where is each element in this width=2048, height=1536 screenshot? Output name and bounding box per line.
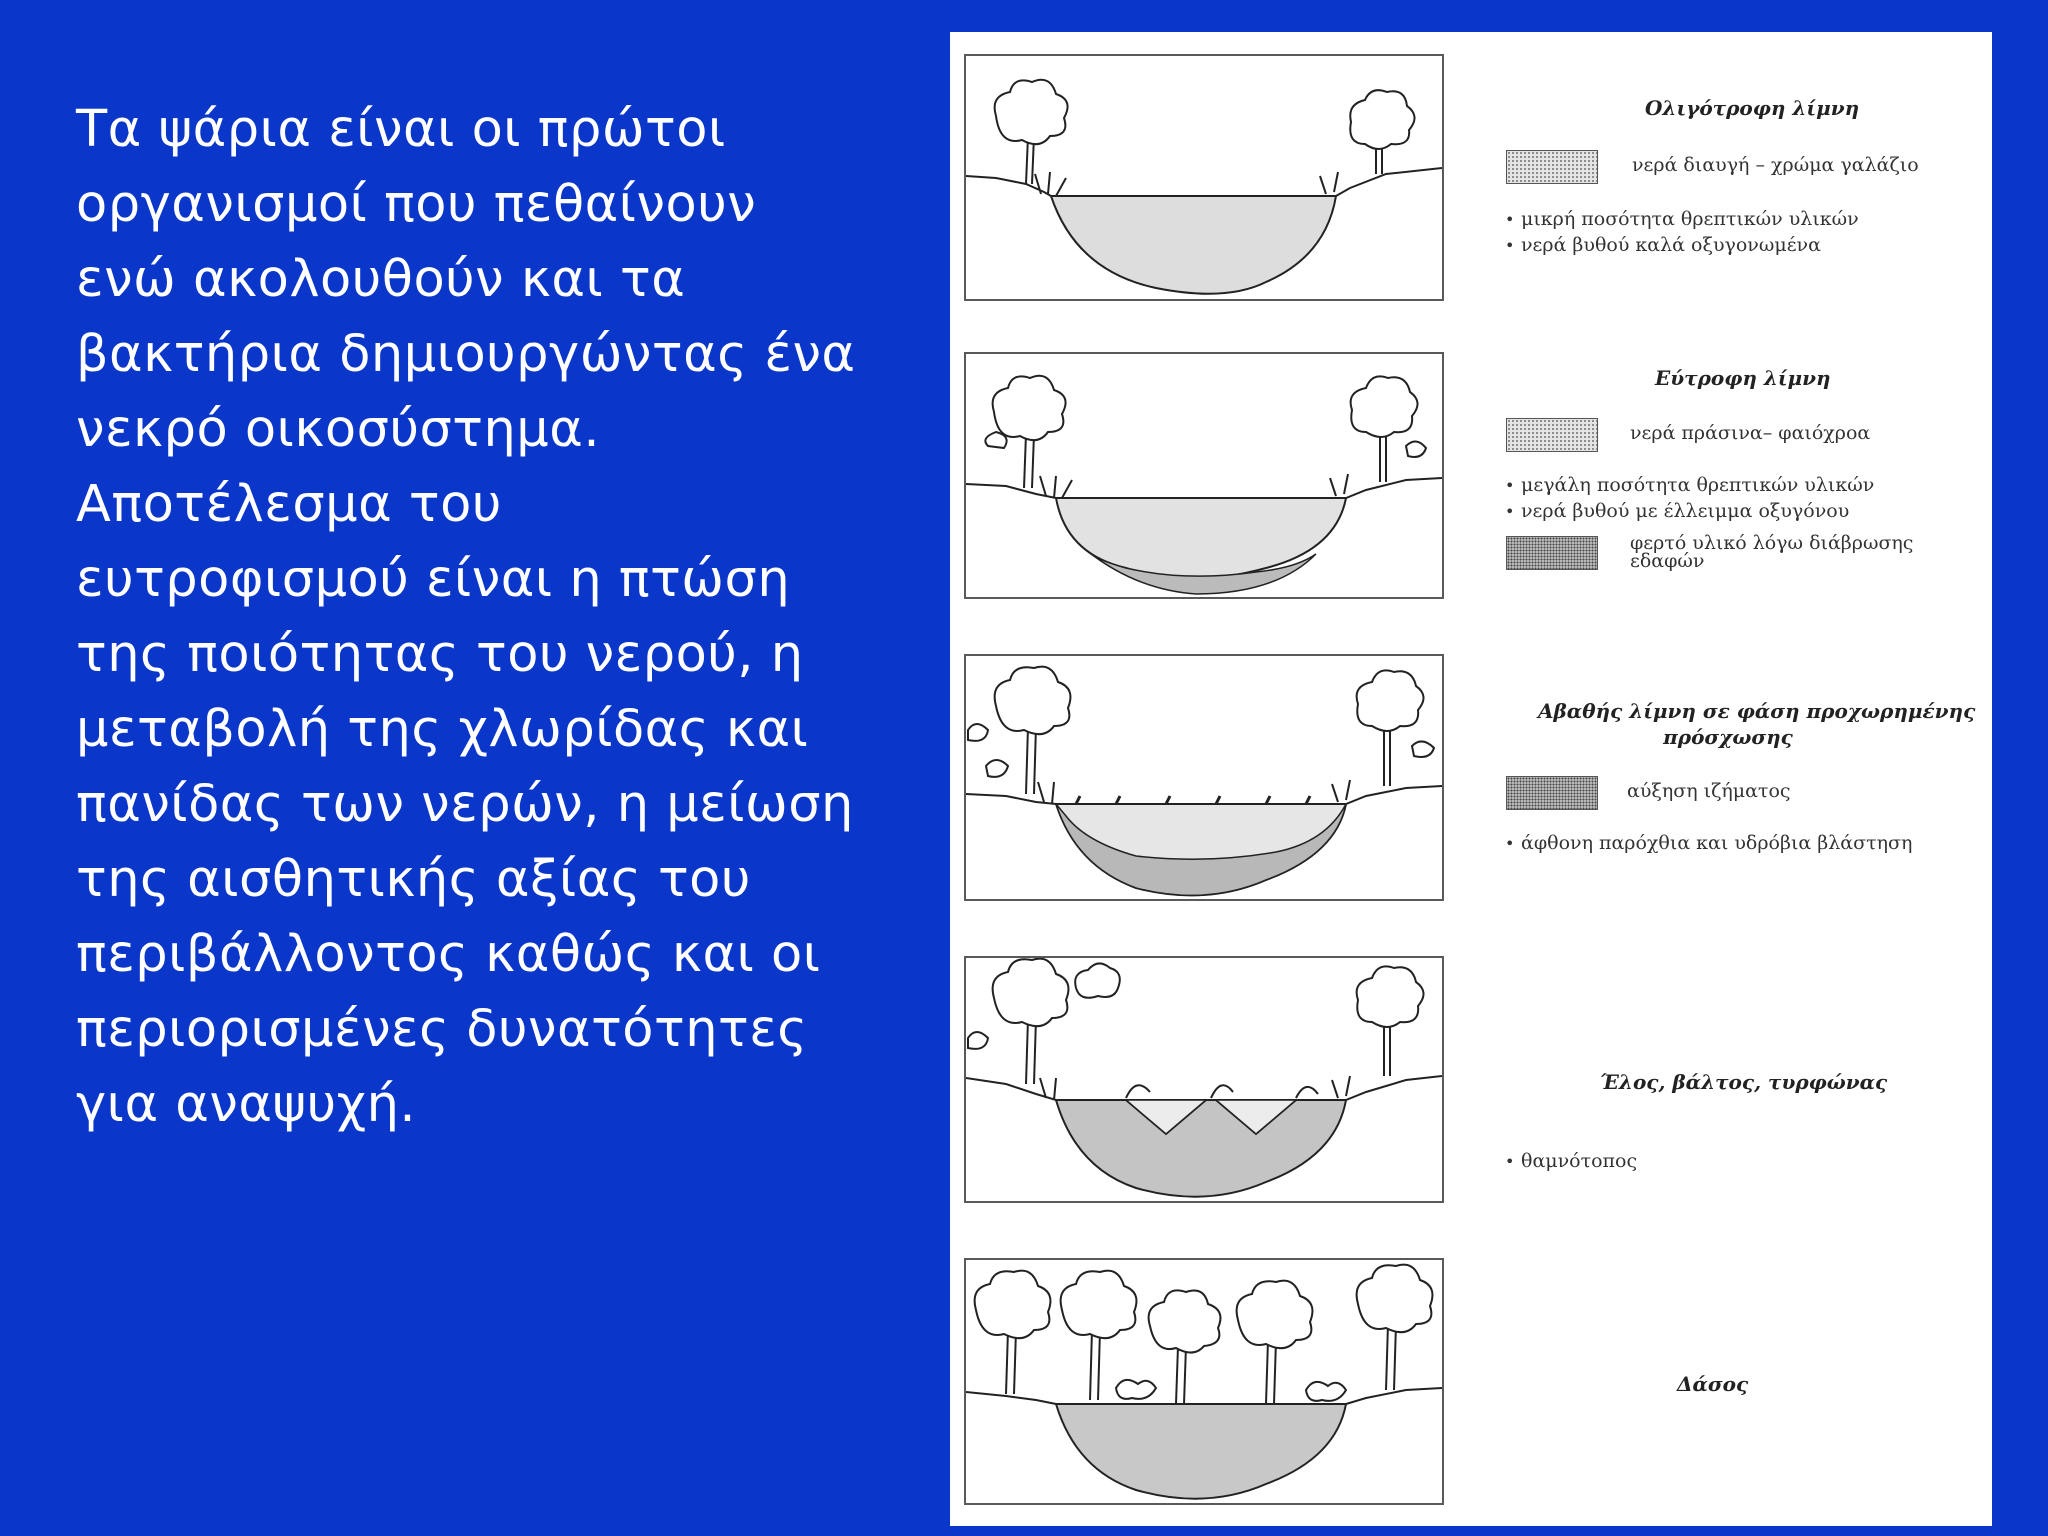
body-line: της ποιότητας του νερού, η	[76, 625, 804, 684]
legend-label: νερά πράσινα– φαιόχροα	[1630, 422, 1871, 444]
legend-title-2: Εύτροφη λίμνη	[1655, 366, 1831, 390]
stage-4-marsh	[964, 956, 1444, 1203]
lake-cross-section-4	[966, 958, 1442, 1201]
stage-2-eutrophic-lake	[964, 352, 1444, 599]
stage-1-oligotrophic-lake	[964, 54, 1444, 301]
body-line: Αποτέλεσμα του	[76, 475, 502, 534]
swatch-green-water	[1506, 418, 1598, 452]
tree-icon	[995, 80, 1068, 184]
lake-cross-section-3	[966, 656, 1442, 899]
lake-succession-diagram	[950, 32, 1992, 1526]
body-text	[76, 92, 876, 1142]
legend-title-4: Έλος, βάλτος, τυρφώνας	[1600, 1070, 1888, 1094]
legend-label: φερτό υλικό λόγω διάβρωσης εδαφών	[1630, 532, 1914, 572]
swatch-clear-water	[1506, 150, 1598, 184]
lake-cross-section-2	[966, 354, 1442, 597]
legend-label: αύξηση ιζήματος	[1627, 780, 1791, 802]
body-line: περιβάλλοντος καθώς και οι	[76, 925, 821, 984]
lake-cross-section-5	[966, 1260, 1442, 1503]
body-line: ενώ ακολουθούν και τα	[76, 250, 686, 309]
legend-label: νερά διαυγή – χρώμα γαλάζιο	[1632, 154, 1919, 176]
body-line: ευτροφισμού είναι η πτώση	[76, 550, 791, 609]
swatch-sediment	[1506, 536, 1598, 570]
legend-title-3: Αβαθής λίμνη σε φάση προχωρημένης πρόσχωσης	[1538, 699, 1976, 749]
body-line: της αισθητικής αξίας του	[76, 850, 751, 909]
legend-bullet: • νερά βυθού καλά οξυγονωμένα	[1505, 234, 1821, 256]
body-line: Τα ψάρια είναι οι πρώτοι	[76, 100, 726, 159]
legend-bullet: • άφθονη παρόχθια και υδρόβια βλάστηση	[1505, 832, 1913, 854]
body-line: πανίδας των νερών, η μείωση	[76, 775, 854, 834]
legend-bullet: • μικρή ποσότητα θρεπτικών υλικών	[1505, 208, 1859, 230]
body-line: οργανισμοί που πεθαίνουν	[76, 175, 757, 234]
body-line: βακτήρια δημιουργώντας ένα	[76, 325, 856, 384]
body-line: μεταβολή της χλωρίδας και	[76, 700, 809, 759]
legend-bullet: • θαμνότοπος	[1505, 1150, 1638, 1172]
lake-cross-section-1	[966, 56, 1442, 299]
body-line: νεκρό οικοσύστημα.	[76, 400, 601, 459]
body-line: περιορισμένες δυνατότητες	[76, 1000, 808, 1059]
legend-bullet: • νερά βυθού με έλλειμμα οξυγόνου	[1505, 500, 1850, 522]
body-line: για αναψυχή.	[76, 1075, 417, 1134]
stage-3-shallow-lake	[964, 654, 1444, 901]
swatch-sediment-increase	[1506, 776, 1598, 810]
legend-title-5: Δάσος	[1677, 1372, 1749, 1396]
legend-title-1: Ολιγότροφη λίμνη	[1645, 96, 1860, 120]
legend-bullet: • μεγάλη ποσότητα θρεπτικών υλικών	[1505, 474, 1875, 496]
stage-5-forest	[964, 1258, 1444, 1505]
